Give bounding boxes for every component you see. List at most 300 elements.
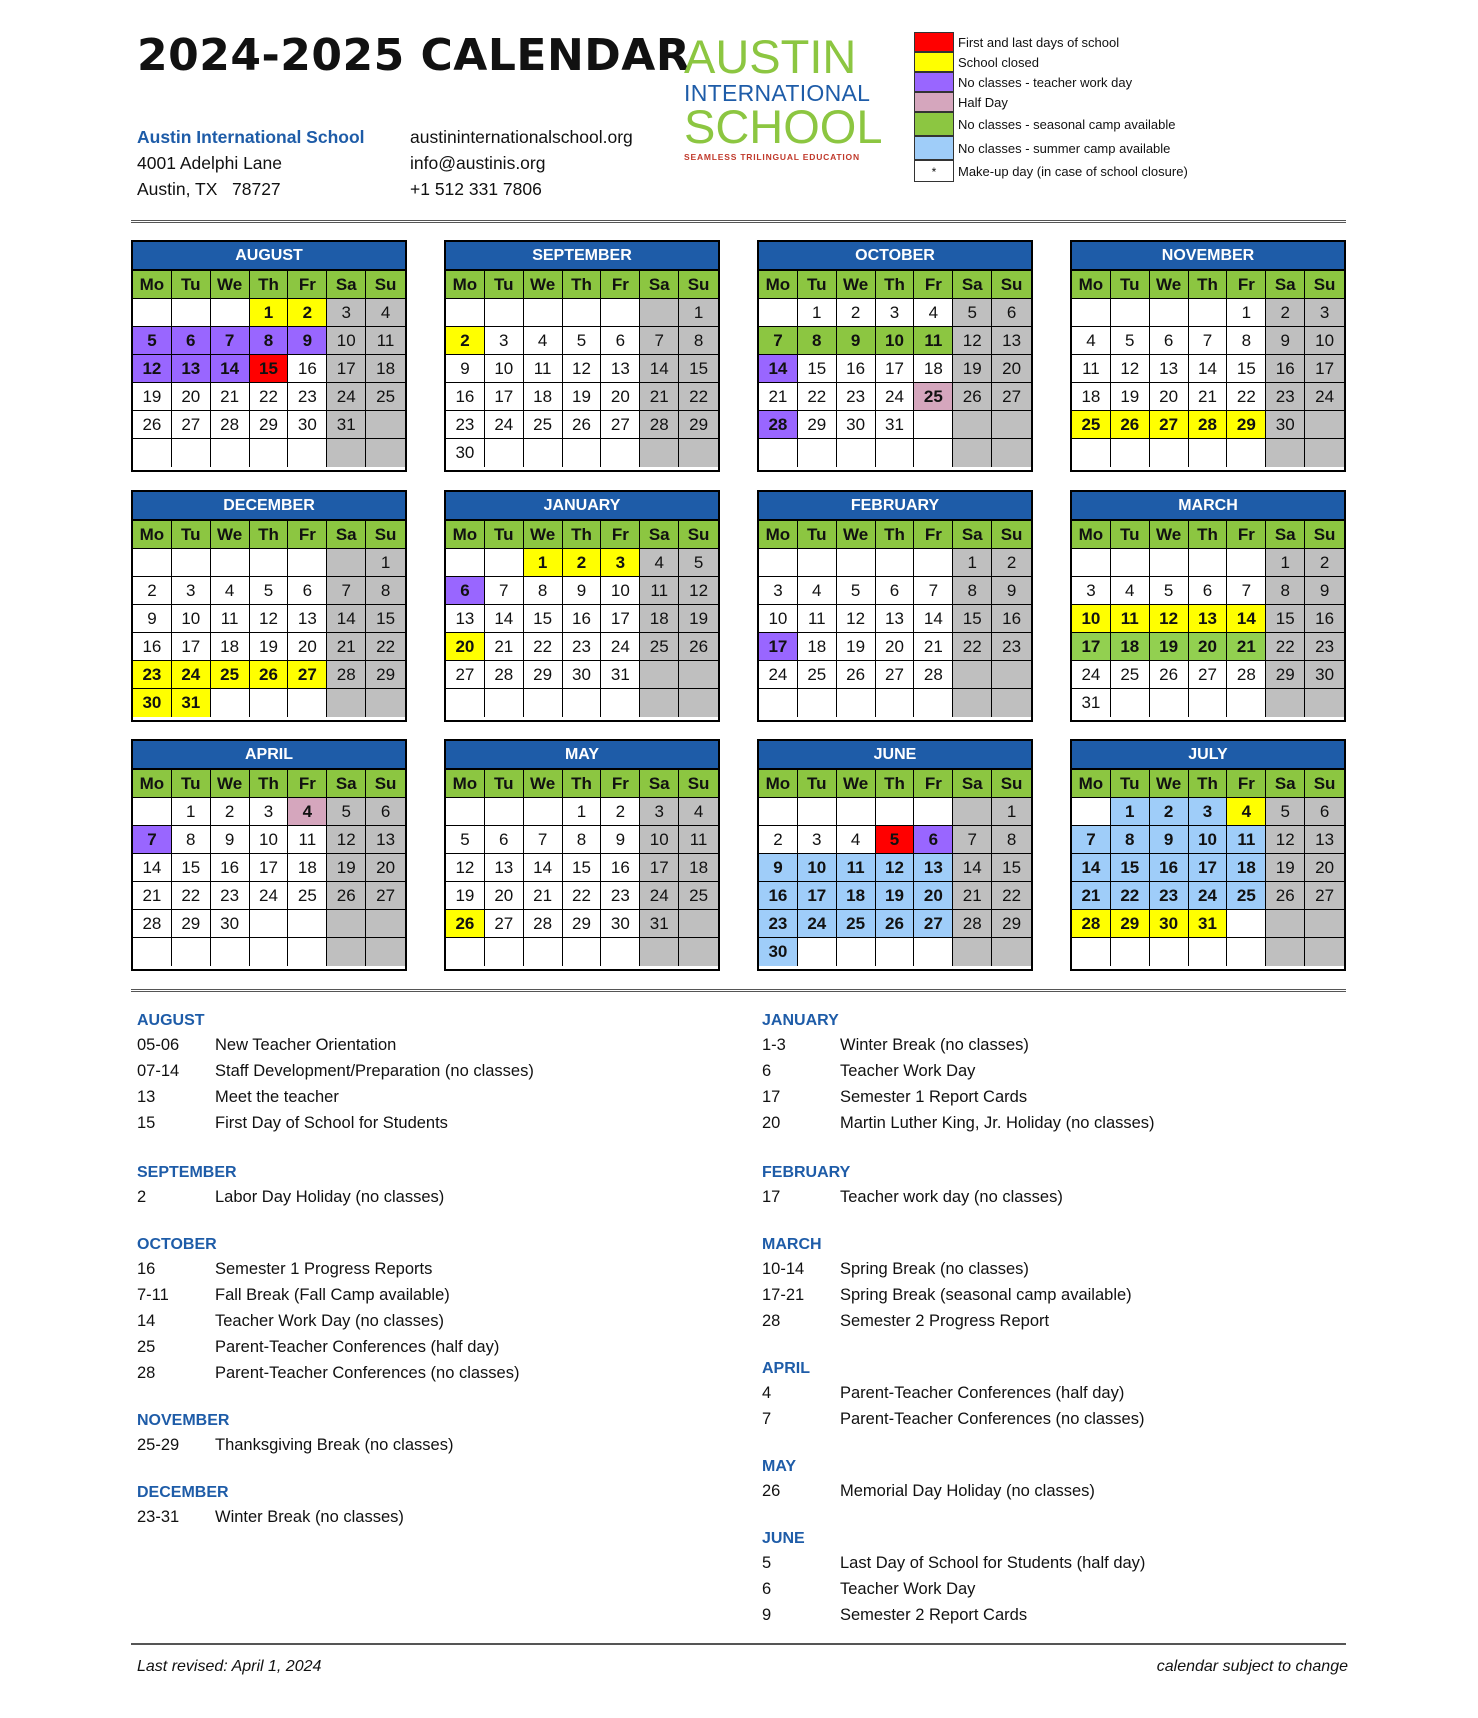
- day-cell: 4: [914, 299, 953, 327]
- weekday-header: We: [211, 770, 250, 798]
- website-link[interactable]: austininternationalschool.org: [410, 127, 633, 147]
- day-cell: 28: [1072, 910, 1111, 938]
- weekday-header: Sa: [1266, 271, 1305, 299]
- weekday-header: Tu: [172, 521, 211, 549]
- day-cell: 2: [211, 798, 250, 826]
- notes-item-text: Teacher Work Day (no classes): [215, 1312, 444, 1330]
- day-cell: 16: [563, 605, 602, 633]
- empty-cell: [211, 938, 250, 966]
- day-cell: 12: [563, 355, 602, 383]
- empty-cell: [250, 938, 289, 966]
- day-cell: 10: [485, 355, 524, 383]
- day-cell: 26: [250, 661, 289, 689]
- day-cell: 20: [1305, 854, 1344, 882]
- notes-item: [137, 1088, 534, 1114]
- day-cell: 27: [914, 910, 953, 938]
- weekday-header: Tu: [1111, 271, 1150, 299]
- day-cell: 11: [288, 826, 327, 854]
- notes-item: [137, 1188, 534, 1214]
- day-cell: 25: [798, 661, 837, 689]
- weekday-header: Mo: [759, 770, 798, 798]
- empty-cell: [172, 299, 211, 327]
- notes-item: [762, 1554, 1155, 1580]
- weekday-header: Fr: [601, 770, 640, 798]
- month-february: [757, 490, 1033, 722]
- weekday-header: Mo: [133, 770, 172, 798]
- day-cell: 6: [1305, 798, 1344, 826]
- notes-item-date: 6: [762, 1062, 772, 1080]
- day-cell: 5: [679, 549, 718, 577]
- empty-cell: [446, 689, 485, 717]
- day-cell: 2: [446, 327, 485, 355]
- day-cell: 28: [211, 411, 250, 439]
- day-cell: 24: [759, 661, 798, 689]
- day-cell: 7: [914, 577, 953, 605]
- day-cell: 18: [640, 605, 679, 633]
- month-january: [444, 490, 720, 722]
- weekday-header: Mo: [446, 271, 485, 299]
- notes-month-group: [137, 1236, 534, 1390]
- day-cell: 16: [288, 355, 327, 383]
- day-cell: 6: [172, 327, 211, 355]
- empty-cell: [953, 689, 992, 717]
- empty-cell: [172, 549, 211, 577]
- notes-item-date: 16: [137, 1260, 156, 1278]
- month-title: DECEMBER: [133, 492, 405, 521]
- empty-cell: [679, 661, 718, 689]
- empty-cell: [876, 549, 915, 577]
- empty-cell: [366, 439, 405, 467]
- notes-item: [762, 1036, 1155, 1062]
- notes-item: [137, 1338, 534, 1364]
- empty-cell: [679, 910, 718, 938]
- day-cell: 13: [485, 854, 524, 882]
- day-cell: 11: [524, 355, 563, 383]
- day-cell: 9: [601, 826, 640, 854]
- day-cell: 20: [366, 854, 405, 882]
- notes-item-date: 5: [762, 1554, 772, 1572]
- day-cell: 30: [563, 661, 602, 689]
- notes-item-text: Staff Development/Preparation (no classes): [215, 1062, 534, 1080]
- day-cell: 25: [914, 383, 953, 411]
- empty-cell: [524, 798, 563, 826]
- day-cell: 7: [485, 577, 524, 605]
- weekday-header: Fr: [288, 521, 327, 549]
- day-cell: 10: [640, 826, 679, 854]
- month-april: [131, 739, 407, 971]
- day-cell: 28: [133, 910, 172, 938]
- day-cell: 23: [1150, 882, 1189, 910]
- month-days-grid: [1072, 271, 1344, 467]
- notes-item: [762, 1580, 1155, 1606]
- empty-cell: [563, 938, 602, 966]
- legend-item: [914, 112, 1188, 136]
- empty-cell: [601, 689, 640, 717]
- day-cell: 7: [133, 826, 172, 854]
- weekday-header: Mo: [446, 521, 485, 549]
- month-june: [757, 739, 1033, 971]
- month-days-grid: [759, 770, 1031, 966]
- weekday-header: We: [524, 521, 563, 549]
- day-cell: 28: [485, 661, 524, 689]
- day-cell: 26: [446, 910, 485, 938]
- day-cell: 11: [1111, 605, 1150, 633]
- day-cell: 13: [172, 355, 211, 383]
- day-cell: 20: [914, 882, 953, 910]
- day-cell: 15: [250, 355, 289, 383]
- notes-item-date: 25-29: [137, 1436, 180, 1454]
- empty-cell: [759, 439, 798, 467]
- month-days-grid: [133, 770, 405, 966]
- weekday-header: We: [211, 271, 250, 299]
- notes-item-text: Parent-Teacher Conferences (no classes): [215, 1364, 520, 1382]
- empty-cell: [563, 439, 602, 467]
- legend-label: School closed: [958, 54, 1039, 70]
- empty-cell: [679, 938, 718, 966]
- day-cell: 17: [1305, 355, 1344, 383]
- notes-month-group: [762, 1360, 1155, 1436]
- notes-item-text: Meet the teacher: [215, 1088, 339, 1106]
- weekday-header: Su: [992, 521, 1031, 549]
- day-cell: 14: [1189, 355, 1228, 383]
- day-cell: 29: [1266, 661, 1305, 689]
- day-cell: 9: [563, 577, 602, 605]
- notes-item-date: 1-3: [762, 1036, 786, 1054]
- day-cell: 30: [1266, 411, 1305, 439]
- empty-cell: [1305, 411, 1344, 439]
- empty-cell: [1305, 439, 1344, 467]
- notes-item-text: Parent-Teacher Conferences (half day): [840, 1384, 1125, 1402]
- notes-month-group: [762, 1530, 1155, 1632]
- notes-item-text: Teacher Work Day: [840, 1580, 976, 1598]
- notes-item: [137, 1260, 534, 1286]
- day-cell: 18: [798, 633, 837, 661]
- legend-swatch: [914, 136, 954, 160]
- empty-cell: [798, 549, 837, 577]
- day-cell: 18: [1072, 383, 1111, 411]
- day-cell: 26: [837, 661, 876, 689]
- empty-cell: [640, 299, 679, 327]
- day-cell: 30: [1150, 910, 1189, 938]
- empty-cell: [366, 411, 405, 439]
- legend-item: [914, 136, 1188, 160]
- day-cell: 27: [446, 661, 485, 689]
- empty-cell: [876, 798, 915, 826]
- day-cell: 1: [992, 798, 1031, 826]
- day-cell: 12: [327, 826, 366, 854]
- month-august: [131, 240, 407, 472]
- day-cell: 26: [953, 383, 992, 411]
- weekday-header: Sa: [1266, 770, 1305, 798]
- empty-cell: [446, 549, 485, 577]
- day-cell: 11: [640, 577, 679, 605]
- day-cell: 8: [366, 577, 405, 605]
- weekday-header: Mo: [1072, 271, 1111, 299]
- weekday-header: We: [837, 271, 876, 299]
- day-cell: 27: [1150, 411, 1189, 439]
- day-cell: 22: [1227, 383, 1266, 411]
- day-cell: 6: [601, 327, 640, 355]
- weekday-header: Sa: [327, 521, 366, 549]
- notes-item: [762, 1410, 1155, 1436]
- month-may: [444, 739, 720, 971]
- weekday-header: Th: [250, 521, 289, 549]
- weekday-header: Fr: [288, 770, 327, 798]
- day-cell: 10: [1072, 605, 1111, 633]
- notes-item-text: Martin Luther King, Jr. Holiday (no classes): [840, 1114, 1155, 1132]
- notes-right-column: [762, 1012, 1155, 1654]
- day-cell: 18: [366, 355, 405, 383]
- notes-item-text: Winter Break (no classes): [215, 1508, 404, 1526]
- day-cell: 12: [1150, 605, 1189, 633]
- day-cell: 10: [1305, 327, 1344, 355]
- day-cell: 23: [563, 633, 602, 661]
- day-cell: 17: [876, 355, 915, 383]
- day-cell: 18: [679, 854, 718, 882]
- day-cell: 30: [446, 439, 485, 467]
- address-line-2: Austin, TX 78727: [137, 179, 281, 199]
- day-cell: 12: [133, 355, 172, 383]
- day-cell: 19: [133, 383, 172, 411]
- empty-cell: [837, 439, 876, 467]
- empty-cell: [485, 798, 524, 826]
- empty-cell: [524, 299, 563, 327]
- empty-cell: [133, 938, 172, 966]
- weekday-header: Tu: [172, 271, 211, 299]
- day-cell: 29: [679, 411, 718, 439]
- day-cell: 16: [837, 355, 876, 383]
- empty-cell: [485, 299, 524, 327]
- day-cell: 13: [876, 605, 915, 633]
- empty-cell: [1072, 798, 1111, 826]
- day-cell: 14: [211, 355, 250, 383]
- day-cell: 19: [837, 633, 876, 661]
- day-cell: 19: [250, 633, 289, 661]
- empty-cell: [992, 938, 1031, 966]
- notes-month-heading: SEPTEMBER: [137, 1164, 237, 1181]
- day-cell: 11: [679, 826, 718, 854]
- weekday-header: We: [211, 521, 250, 549]
- month-october: [757, 240, 1033, 472]
- day-cell: 23: [759, 910, 798, 938]
- empty-cell: [914, 938, 953, 966]
- empty-cell: [759, 549, 798, 577]
- empty-cell: [601, 299, 640, 327]
- day-cell: 22: [250, 383, 289, 411]
- day-cell: 1: [798, 299, 837, 327]
- day-cell: 10: [759, 605, 798, 633]
- phone-number: +1 512 331 7806: [410, 179, 542, 199]
- day-cell: 4: [288, 798, 327, 826]
- weekday-header: We: [1150, 521, 1189, 549]
- notes-month-group: [137, 1012, 534, 1140]
- notes-item-text: Parent-Teacher Conferences (half day): [215, 1338, 500, 1356]
- day-cell: 1: [250, 299, 289, 327]
- empty-cell: [798, 798, 837, 826]
- day-cell: 20: [172, 383, 211, 411]
- empty-cell: [563, 299, 602, 327]
- empty-cell: [953, 439, 992, 467]
- day-cell: 23: [288, 383, 327, 411]
- day-cell: 6: [876, 577, 915, 605]
- day-cell: 18: [524, 383, 563, 411]
- day-cell: 9: [288, 327, 327, 355]
- empty-cell: [327, 689, 366, 717]
- weekday-header: Sa: [953, 521, 992, 549]
- weekday-header: Th: [563, 271, 602, 299]
- day-cell: 12: [1111, 355, 1150, 383]
- day-cell: 2: [1305, 549, 1344, 577]
- day-cell: 24: [640, 882, 679, 910]
- day-cell: 23: [446, 411, 485, 439]
- day-cell: 16: [133, 633, 172, 661]
- day-cell: 12: [446, 854, 485, 882]
- day-cell: 21: [1227, 633, 1266, 661]
- notes-item-text: Spring Break (no classes): [840, 1260, 1029, 1278]
- empty-cell: [953, 938, 992, 966]
- month-title: OCTOBER: [759, 242, 1031, 271]
- day-cell: 13: [1189, 605, 1228, 633]
- weekday-header: Fr: [914, 271, 953, 299]
- day-cell: 17: [250, 854, 289, 882]
- day-cell: 19: [327, 854, 366, 882]
- month-november: [1070, 240, 1346, 472]
- notes-item-text: Semester 2 Progress Report: [840, 1312, 1050, 1330]
- weekday-header: Th: [250, 770, 289, 798]
- day-cell: 17: [485, 383, 524, 411]
- empty-cell: [327, 549, 366, 577]
- divider-top: [131, 220, 1346, 223]
- day-cell: 21: [914, 633, 953, 661]
- day-cell: 25: [1072, 411, 1111, 439]
- notes-item-date: 15: [137, 1114, 156, 1132]
- notes-month-group: [762, 1012, 1155, 1140]
- empty-cell: [914, 549, 953, 577]
- day-cell: 22: [679, 383, 718, 411]
- day-cell: 2: [992, 549, 1031, 577]
- day-cell: 3: [640, 798, 679, 826]
- empty-cell: [1266, 910, 1305, 938]
- legend-item: [914, 52, 1188, 72]
- day-cell: 12: [876, 854, 915, 882]
- day-cell: 5: [327, 798, 366, 826]
- weekday-header: We: [837, 521, 876, 549]
- weekday-header: We: [1150, 271, 1189, 299]
- notes-month-heading: JANUARY: [762, 1012, 839, 1029]
- day-cell: 25: [366, 383, 405, 411]
- empty-cell: [1227, 910, 1266, 938]
- notes-item: [762, 1062, 1155, 1088]
- empty-cell: [1150, 689, 1189, 717]
- day-cell: 1: [563, 798, 602, 826]
- weekday-header: Sa: [327, 770, 366, 798]
- empty-cell: [1305, 910, 1344, 938]
- day-cell: 14: [485, 605, 524, 633]
- month-days-grid: [759, 271, 1031, 467]
- notes-item-text: Winter Break (no classes): [840, 1036, 1029, 1054]
- legend-label: No classes - seasonal camp available: [958, 116, 1176, 132]
- notes-item: [137, 1312, 534, 1338]
- day-cell: 12: [837, 605, 876, 633]
- day-cell: 25: [837, 910, 876, 938]
- day-cell: 28: [524, 910, 563, 938]
- day-cell: 19: [876, 882, 915, 910]
- day-cell: 9: [759, 854, 798, 882]
- legend-label: First and last days of school: [958, 34, 1120, 50]
- day-cell: 2: [133, 577, 172, 605]
- notes-month-heading: FEBRUARY: [762, 1164, 851, 1181]
- notes-item-date: 10-14: [762, 1260, 805, 1278]
- day-cell: 22: [953, 633, 992, 661]
- day-cell: 23: [211, 882, 250, 910]
- notes-item-date: 05-06: [137, 1036, 180, 1054]
- weekday-header: Th: [1189, 271, 1228, 299]
- empty-cell: [1150, 938, 1189, 966]
- day-cell: 23: [601, 882, 640, 910]
- day-cell: 7: [524, 826, 563, 854]
- day-cell: 4: [679, 798, 718, 826]
- day-cell: 28: [1227, 661, 1266, 689]
- day-cell: 8: [992, 826, 1031, 854]
- day-cell: 8: [1227, 327, 1266, 355]
- notes-item: [762, 1384, 1155, 1410]
- day-cell: 3: [1305, 299, 1344, 327]
- weekday-header: Tu: [1111, 770, 1150, 798]
- empty-cell: [640, 439, 679, 467]
- legend-label: Half Day: [958, 94, 1008, 110]
- day-cell: 7: [640, 327, 679, 355]
- email-link[interactable]: info@austinis.org: [410, 153, 546, 173]
- day-cell: 16: [1266, 355, 1305, 383]
- day-cell: 30: [1305, 661, 1344, 689]
- day-cell: 5: [837, 577, 876, 605]
- day-cell: 25: [679, 882, 718, 910]
- day-cell: 8: [1111, 826, 1150, 854]
- day-cell: 10: [172, 605, 211, 633]
- day-cell: 13: [1305, 826, 1344, 854]
- day-cell: 24: [250, 882, 289, 910]
- empty-cell: [485, 439, 524, 467]
- empty-cell: [563, 689, 602, 717]
- day-cell: 9: [446, 355, 485, 383]
- day-cell: 4: [1227, 798, 1266, 826]
- empty-cell: [837, 549, 876, 577]
- day-cell: 6: [366, 798, 405, 826]
- day-cell: 5: [133, 327, 172, 355]
- day-cell: 7: [1189, 327, 1228, 355]
- weekday-header: Sa: [953, 271, 992, 299]
- day-cell: 28: [327, 661, 366, 689]
- weekday-header: Fr: [1227, 770, 1266, 798]
- day-cell: 9: [211, 826, 250, 854]
- notes-item: [762, 1260, 1155, 1286]
- weekday-header: Su: [1305, 271, 1344, 299]
- day-cell: 19: [1266, 854, 1305, 882]
- month-december: [131, 490, 407, 722]
- day-cell: 3: [876, 299, 915, 327]
- notes-month-group: [137, 1164, 534, 1214]
- day-cell: 8: [172, 826, 211, 854]
- day-cell: 17: [640, 854, 679, 882]
- empty-cell: [837, 938, 876, 966]
- day-cell: 29: [366, 661, 405, 689]
- weekday-header: Su: [679, 521, 718, 549]
- day-cell: 14: [327, 605, 366, 633]
- legend-swatch: [914, 92, 954, 112]
- notes-month-heading: MARCH: [762, 1236, 822, 1253]
- empty-cell: [211, 549, 250, 577]
- day-cell: 18: [914, 355, 953, 383]
